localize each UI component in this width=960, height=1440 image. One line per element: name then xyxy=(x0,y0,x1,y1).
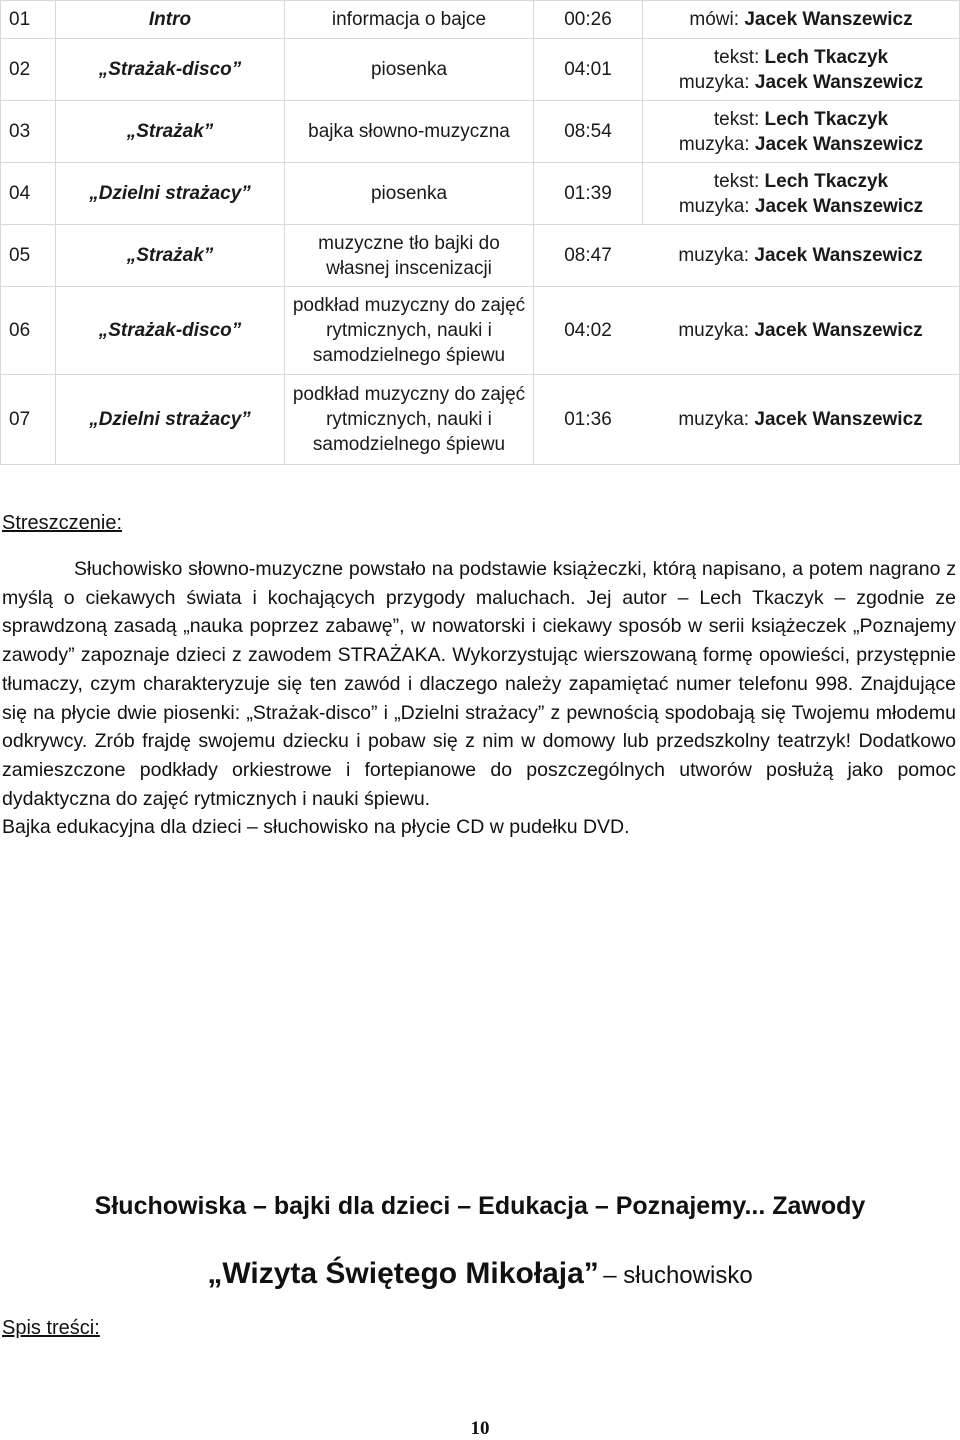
track-credits xyxy=(642,243,959,268)
track-number: 02 xyxy=(1,39,56,101)
track-description xyxy=(285,375,534,465)
toc-label: Spis treści: xyxy=(2,1317,100,1339)
series-title: Słuchowiska – bajki dla dzieci – Edukacja – Poznajemy... Zawody xyxy=(94,1192,866,1220)
credit-name: Jacek Wanszewicz xyxy=(744,9,913,30)
summary-text xyxy=(2,555,956,842)
track-number: 01 xyxy=(1,1,56,39)
credit-role: muzyka: xyxy=(678,245,750,266)
track-duration: 04:02 xyxy=(564,320,612,341)
track-credits xyxy=(643,1,960,39)
track-row xyxy=(1,375,960,465)
track-number: 04 xyxy=(1,163,56,225)
track-duration: 01:39 xyxy=(534,163,643,225)
credit-line xyxy=(642,243,959,268)
summary-last-line: Bajka edukacyjna dla dzieci – słuchowisko na płycie CD w pudełku DVD. xyxy=(2,816,630,839)
track-title: „Strażak” xyxy=(56,101,285,163)
track-number: 05 xyxy=(1,225,56,287)
track-title: Intro xyxy=(56,1,285,39)
summary-heading: Streszczenie: xyxy=(2,512,123,534)
credit-name: Jacek Wanszewicz xyxy=(754,320,923,341)
credit-role: muzyka: xyxy=(678,71,750,93)
track-credits xyxy=(642,407,959,432)
credit-line xyxy=(647,45,955,70)
track-description xyxy=(285,1,534,39)
credit-line xyxy=(647,132,955,157)
track-description-line: piosenka xyxy=(370,59,448,80)
track-duration-credits xyxy=(534,225,960,287)
track-title: „Dzielni strażacy” xyxy=(56,163,285,225)
track-title: „Strażak” xyxy=(56,225,285,287)
duration-credit-wrap xyxy=(534,243,959,268)
track-duration: 08:54 xyxy=(534,101,643,163)
credit-line xyxy=(647,7,955,32)
track-duration: 04:01 xyxy=(534,39,643,101)
credit-role: tekst: xyxy=(713,108,760,130)
track-description xyxy=(285,287,534,375)
track-duration: 00:26 xyxy=(534,1,643,39)
credit-role: muzyka: xyxy=(678,195,750,217)
track-description-line: samodzielnego śpiewu xyxy=(312,345,506,366)
credit-role: muzyka: xyxy=(678,133,750,155)
track-list-table xyxy=(0,0,960,465)
track-description-line: podkład muzyczny do zajęć xyxy=(292,295,526,316)
track-description-line: bajka słowno-muzyczna xyxy=(308,121,510,142)
summary-paragraph: Słuchowisko słowno-muzyczne powstało na podstawie książeczki, którą napisano, a potem nagrano z myślą o ciekawych świata i kochających przygody maluchach. Jej autor – Lech Tkaczyk – zgodnie ze sprawdzoną zasadą „nauka poprzez zabawę”, w nowatorski i ciekawy sposób w serii książeczek „Poznajemy zawody” zapoznaje dzieci z zawodem STRAŻAKA. Wykorzystując wierszowaną formę opowieści, przystępnie tłumaczy, czym charakteryzuje się ten zawód i dlaczego należy zapamiętać numer telefonu 998. Znajdujące się na płycie dwie piosenki: „Strażak-disco” i „Dzielni strażacy” z pewnością spodobają się Twojemu młodemu odkrywcy. Zrób frajdę swojemu dziecku i pobaw się z nim w domowy lub przedszkolny teatrzyk! Dodatkowo zamieszczone podkłady orkiestrowe i fortepianowe do poszczególnych utworów posłużą jako pomoc dydaktyczna do zajęć rytmicznych i nauki śpiewu. xyxy=(2,558,956,810)
track-row xyxy=(1,101,960,163)
credit-name: Jacek Wanszewicz xyxy=(754,195,924,217)
credit-name: Lech Tkaczyk xyxy=(764,46,889,68)
track-credits xyxy=(642,318,959,343)
track-title: „Strażak-disco” xyxy=(56,39,285,101)
track-description-line: muzyczne tło bajki do xyxy=(318,232,500,254)
credit-line xyxy=(647,107,955,132)
track-description-line: własnej inscenizacji xyxy=(326,257,492,279)
track-duration-credits xyxy=(534,287,960,375)
credit-name: Lech Tkaczyk xyxy=(764,170,889,192)
duration-credit-wrap xyxy=(534,407,959,432)
track-credits xyxy=(643,163,960,225)
credit-role: tekst: xyxy=(713,46,760,68)
track-description xyxy=(285,163,534,225)
credit-line xyxy=(647,70,955,95)
album-title-main: „Wizyta Świętego Mikołaja” xyxy=(207,1257,599,1290)
track-title: „Dzielni strażacy” xyxy=(56,375,285,465)
track-row xyxy=(1,39,960,101)
track-description-line: samodzielnego śpiewu xyxy=(312,434,506,455)
track-duration: 08:47 xyxy=(564,245,612,266)
track-duration: 01:36 xyxy=(564,409,612,430)
credit-role: tekst: xyxy=(713,170,760,192)
track-number: 06 xyxy=(1,287,56,375)
track-description xyxy=(285,39,534,101)
track-description-line: piosenka xyxy=(370,183,448,204)
track-row xyxy=(1,163,960,225)
track-description-line: informacja o bajce xyxy=(331,9,487,30)
credit-role: muzyka: xyxy=(678,409,750,430)
credit-line xyxy=(647,169,955,194)
credit-role: mówi: xyxy=(689,9,740,30)
duration-credit-wrap xyxy=(534,318,959,343)
track-description xyxy=(285,101,534,163)
credit-role: muzyka: xyxy=(678,320,750,341)
credit-name: Jacek Wanszewicz xyxy=(754,133,924,155)
page-number: 10 xyxy=(470,1418,490,1439)
track-row xyxy=(1,225,960,287)
track-description-line: podkład muzyczny do zajęć xyxy=(292,384,526,405)
track-credits xyxy=(643,101,960,163)
track-row xyxy=(1,287,960,375)
credit-line xyxy=(642,318,959,343)
credit-name: Lech Tkaczyk xyxy=(764,108,889,130)
track-duration-credits xyxy=(534,375,960,465)
track-number: 07 xyxy=(1,375,56,465)
credit-line xyxy=(647,194,955,219)
track-row xyxy=(1,1,960,39)
track-credits xyxy=(643,39,960,101)
track-list-body xyxy=(1,1,960,465)
credit-name: Jacek Wanszewicz xyxy=(754,409,923,430)
credit-name: Jacek Wanszewicz xyxy=(754,245,923,266)
track-description-line: rytmicznych, nauki i xyxy=(326,320,492,341)
credit-line xyxy=(642,407,959,432)
album-title-subtitle: – słuchowisko xyxy=(603,1262,753,1289)
track-description-line: rytmicznych, nauki i xyxy=(326,409,492,430)
track-description xyxy=(285,225,534,287)
credit-name: Jacek Wanszewicz xyxy=(754,71,924,93)
album-title xyxy=(0,1257,960,1291)
track-title: „Strażak-disco” xyxy=(56,287,285,375)
track-number: 03 xyxy=(1,101,56,163)
